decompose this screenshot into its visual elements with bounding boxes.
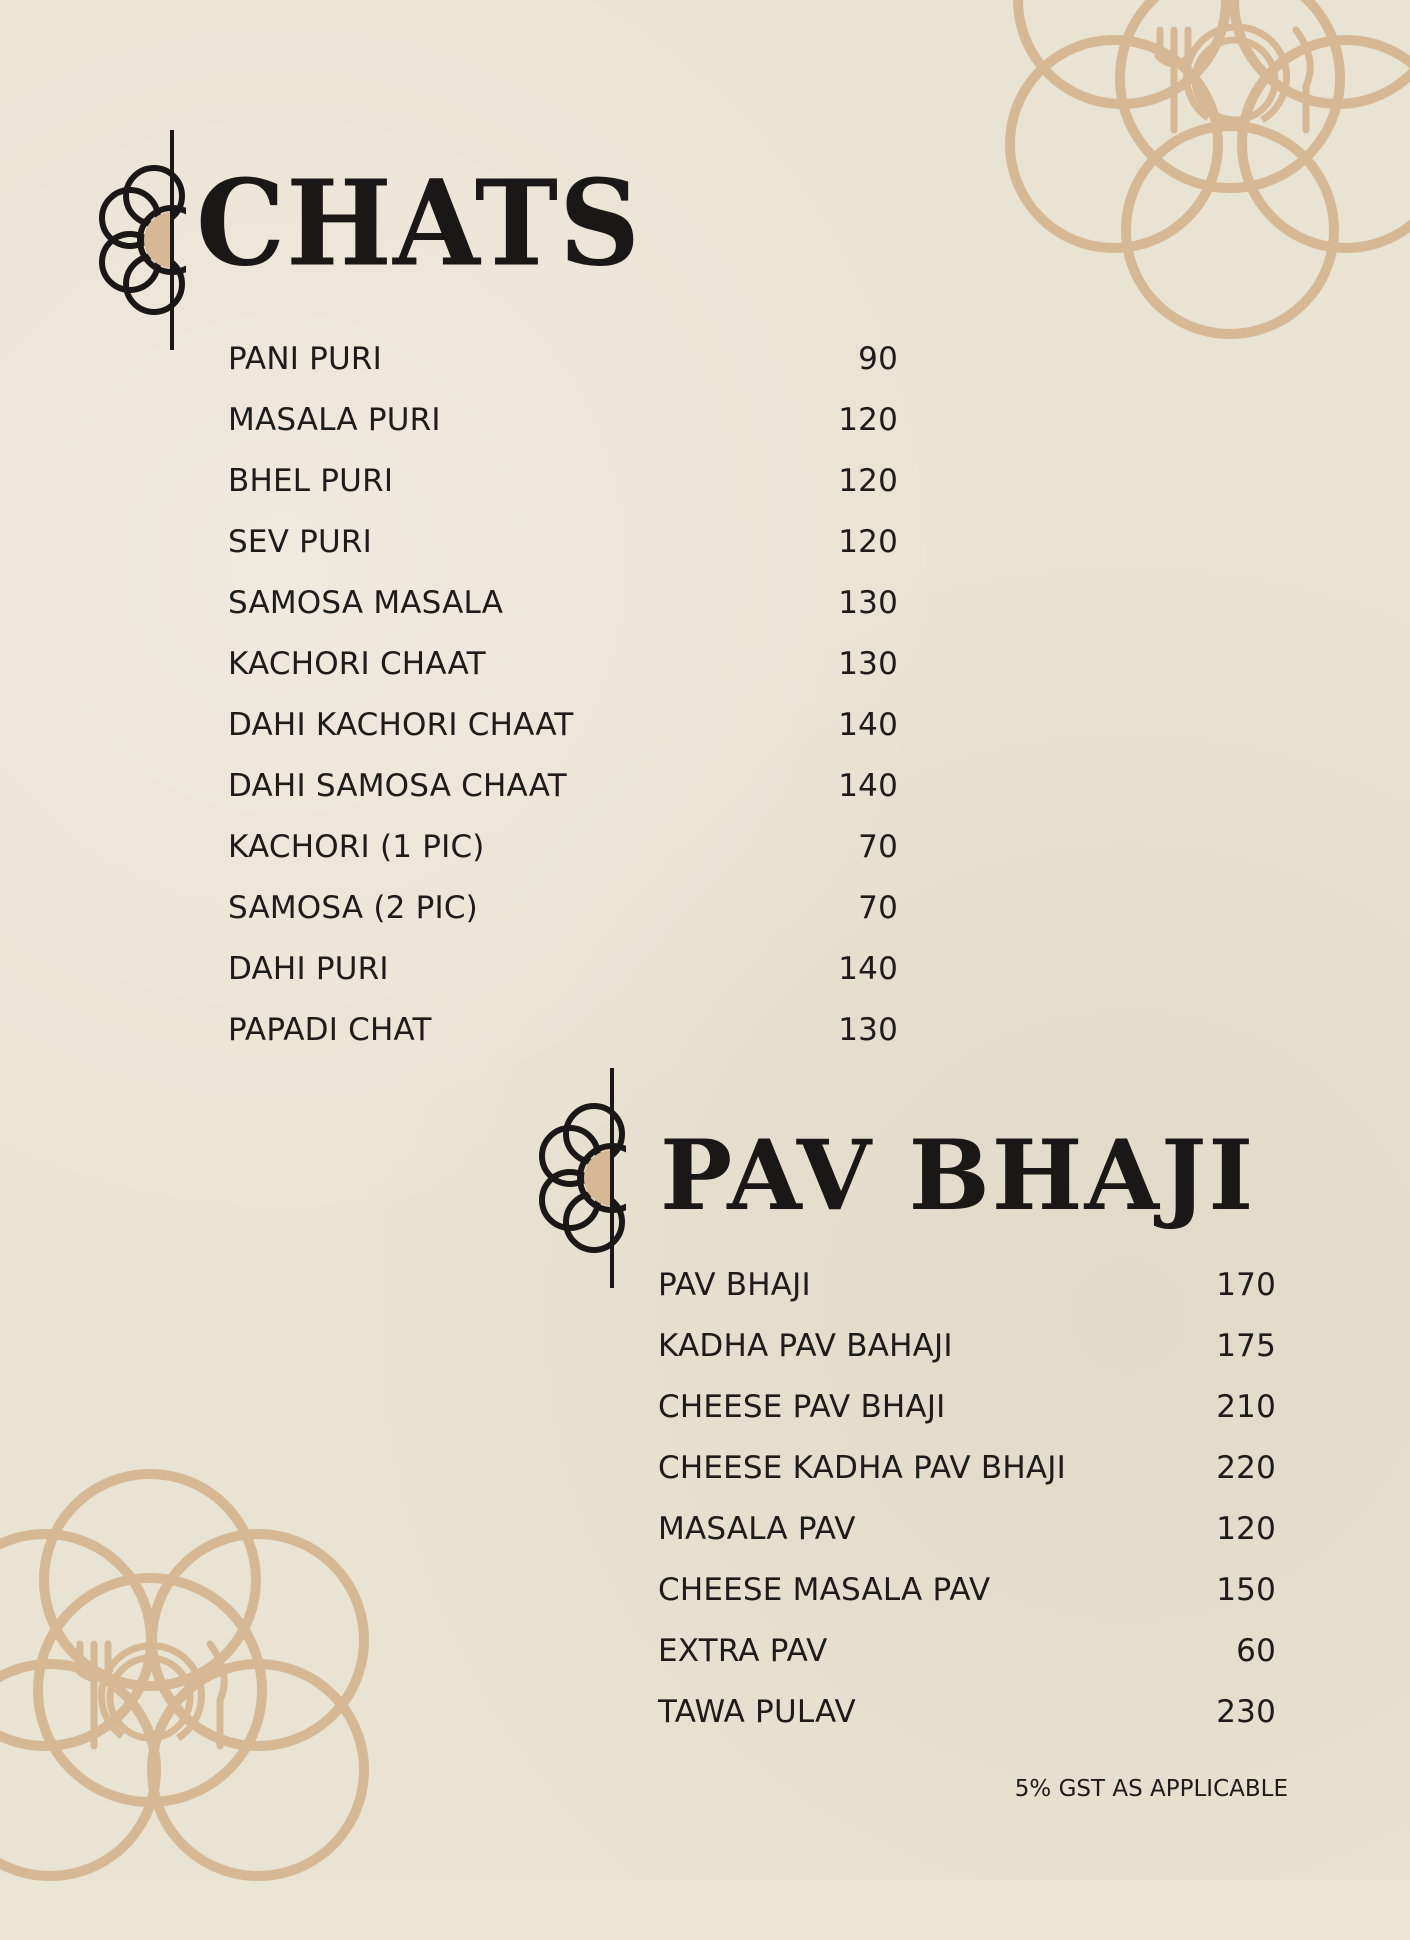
menu-item	[658, 1254, 1276, 1315]
section-title-chats: CHATS	[196, 155, 641, 294]
section-title-pav-bhaji: PAV BHAJI	[660, 1119, 1256, 1232]
menu-item	[228, 755, 898, 816]
flower-plate-cutlery-icon	[0, 1440, 440, 1940]
item-price: 120	[838, 462, 898, 499]
menu-item	[658, 1498, 1276, 1559]
menu-list-pav-bhaji	[658, 1254, 1276, 1742]
gst-footnote: 5% GST AS APPLICABLE	[1014, 1776, 1288, 1802]
item-name: PAV BHAJI	[658, 1266, 811, 1303]
item-name: KADHA PAV BAHAJI	[658, 1327, 953, 1364]
item-name: CHEESE PAV BHAJI	[658, 1388, 946, 1425]
item-price: 230	[1216, 1693, 1276, 1730]
item-name: EXTRA PAV	[658, 1632, 828, 1669]
item-name: TAWA PULAV	[658, 1693, 856, 1730]
item-name: SEV PURI	[228, 523, 372, 560]
menu-item	[228, 877, 898, 938]
item-price: 220	[1216, 1449, 1276, 1486]
menu-item	[228, 572, 898, 633]
menu-item	[228, 999, 898, 1060]
item-price: 175	[1216, 1327, 1276, 1364]
item-name: CHEESE KADHA PAV BHAJI	[658, 1449, 1066, 1486]
item-price: 150	[1216, 1571, 1276, 1608]
item-price: 130	[838, 1011, 898, 1048]
item-price: 170	[1216, 1266, 1276, 1303]
menu-item	[228, 450, 898, 511]
menu-item	[228, 938, 898, 999]
item-price: 90	[858, 340, 898, 377]
item-name: MASALA PURI	[228, 401, 441, 438]
item-name: KACHORI CHAAT	[228, 645, 486, 682]
item-name: PANI PURI	[228, 340, 382, 377]
item-price: 70	[858, 889, 898, 926]
menu-item	[658, 1681, 1276, 1742]
item-name: SAMOSA (2 PIC)	[228, 889, 478, 926]
item-name: MASALA PAV	[658, 1510, 856, 1547]
item-price: 130	[838, 584, 898, 621]
menu-item	[658, 1437, 1276, 1498]
item-price: 70	[858, 828, 898, 865]
item-price: 120	[838, 523, 898, 560]
menu-item	[658, 1559, 1276, 1620]
item-name: CHEESE MASALA PAV	[658, 1571, 991, 1608]
menu-item	[658, 1376, 1276, 1437]
item-name: KACHORI (1 PIC)	[228, 828, 485, 865]
item-name: SAMOSA MASALA	[228, 584, 504, 621]
menu-item	[228, 328, 898, 389]
item-price: 120	[1216, 1510, 1276, 1547]
item-name: DAHI PURI	[228, 950, 389, 987]
menu-list-chats	[228, 328, 898, 1060]
flower-plate-cutlery-icon	[980, 0, 1410, 430]
item-name: DAHI KACHORI CHAAT	[228, 706, 574, 743]
item-price: 140	[838, 950, 898, 987]
item-price: 210	[1216, 1388, 1276, 1425]
item-price: 140	[838, 767, 898, 804]
menu-item	[658, 1620, 1276, 1681]
item-price: 140	[838, 706, 898, 743]
half-flower-icon	[86, 130, 186, 350]
item-price: 120	[838, 401, 898, 438]
menu-item	[228, 633, 898, 694]
menu-item	[228, 511, 898, 572]
menu-item	[228, 816, 898, 877]
half-flower-icon	[526, 1068, 626, 1288]
item-name: DAHI SAMOSA CHAAT	[228, 767, 567, 804]
item-name: BHEL PURI	[228, 462, 394, 499]
item-price: 130	[838, 645, 898, 682]
menu-item	[658, 1315, 1276, 1376]
item-price: 60	[1236, 1632, 1276, 1669]
item-name: PAPADI CHAT	[228, 1011, 432, 1048]
menu-item	[228, 694, 898, 755]
menu-item	[228, 389, 898, 450]
